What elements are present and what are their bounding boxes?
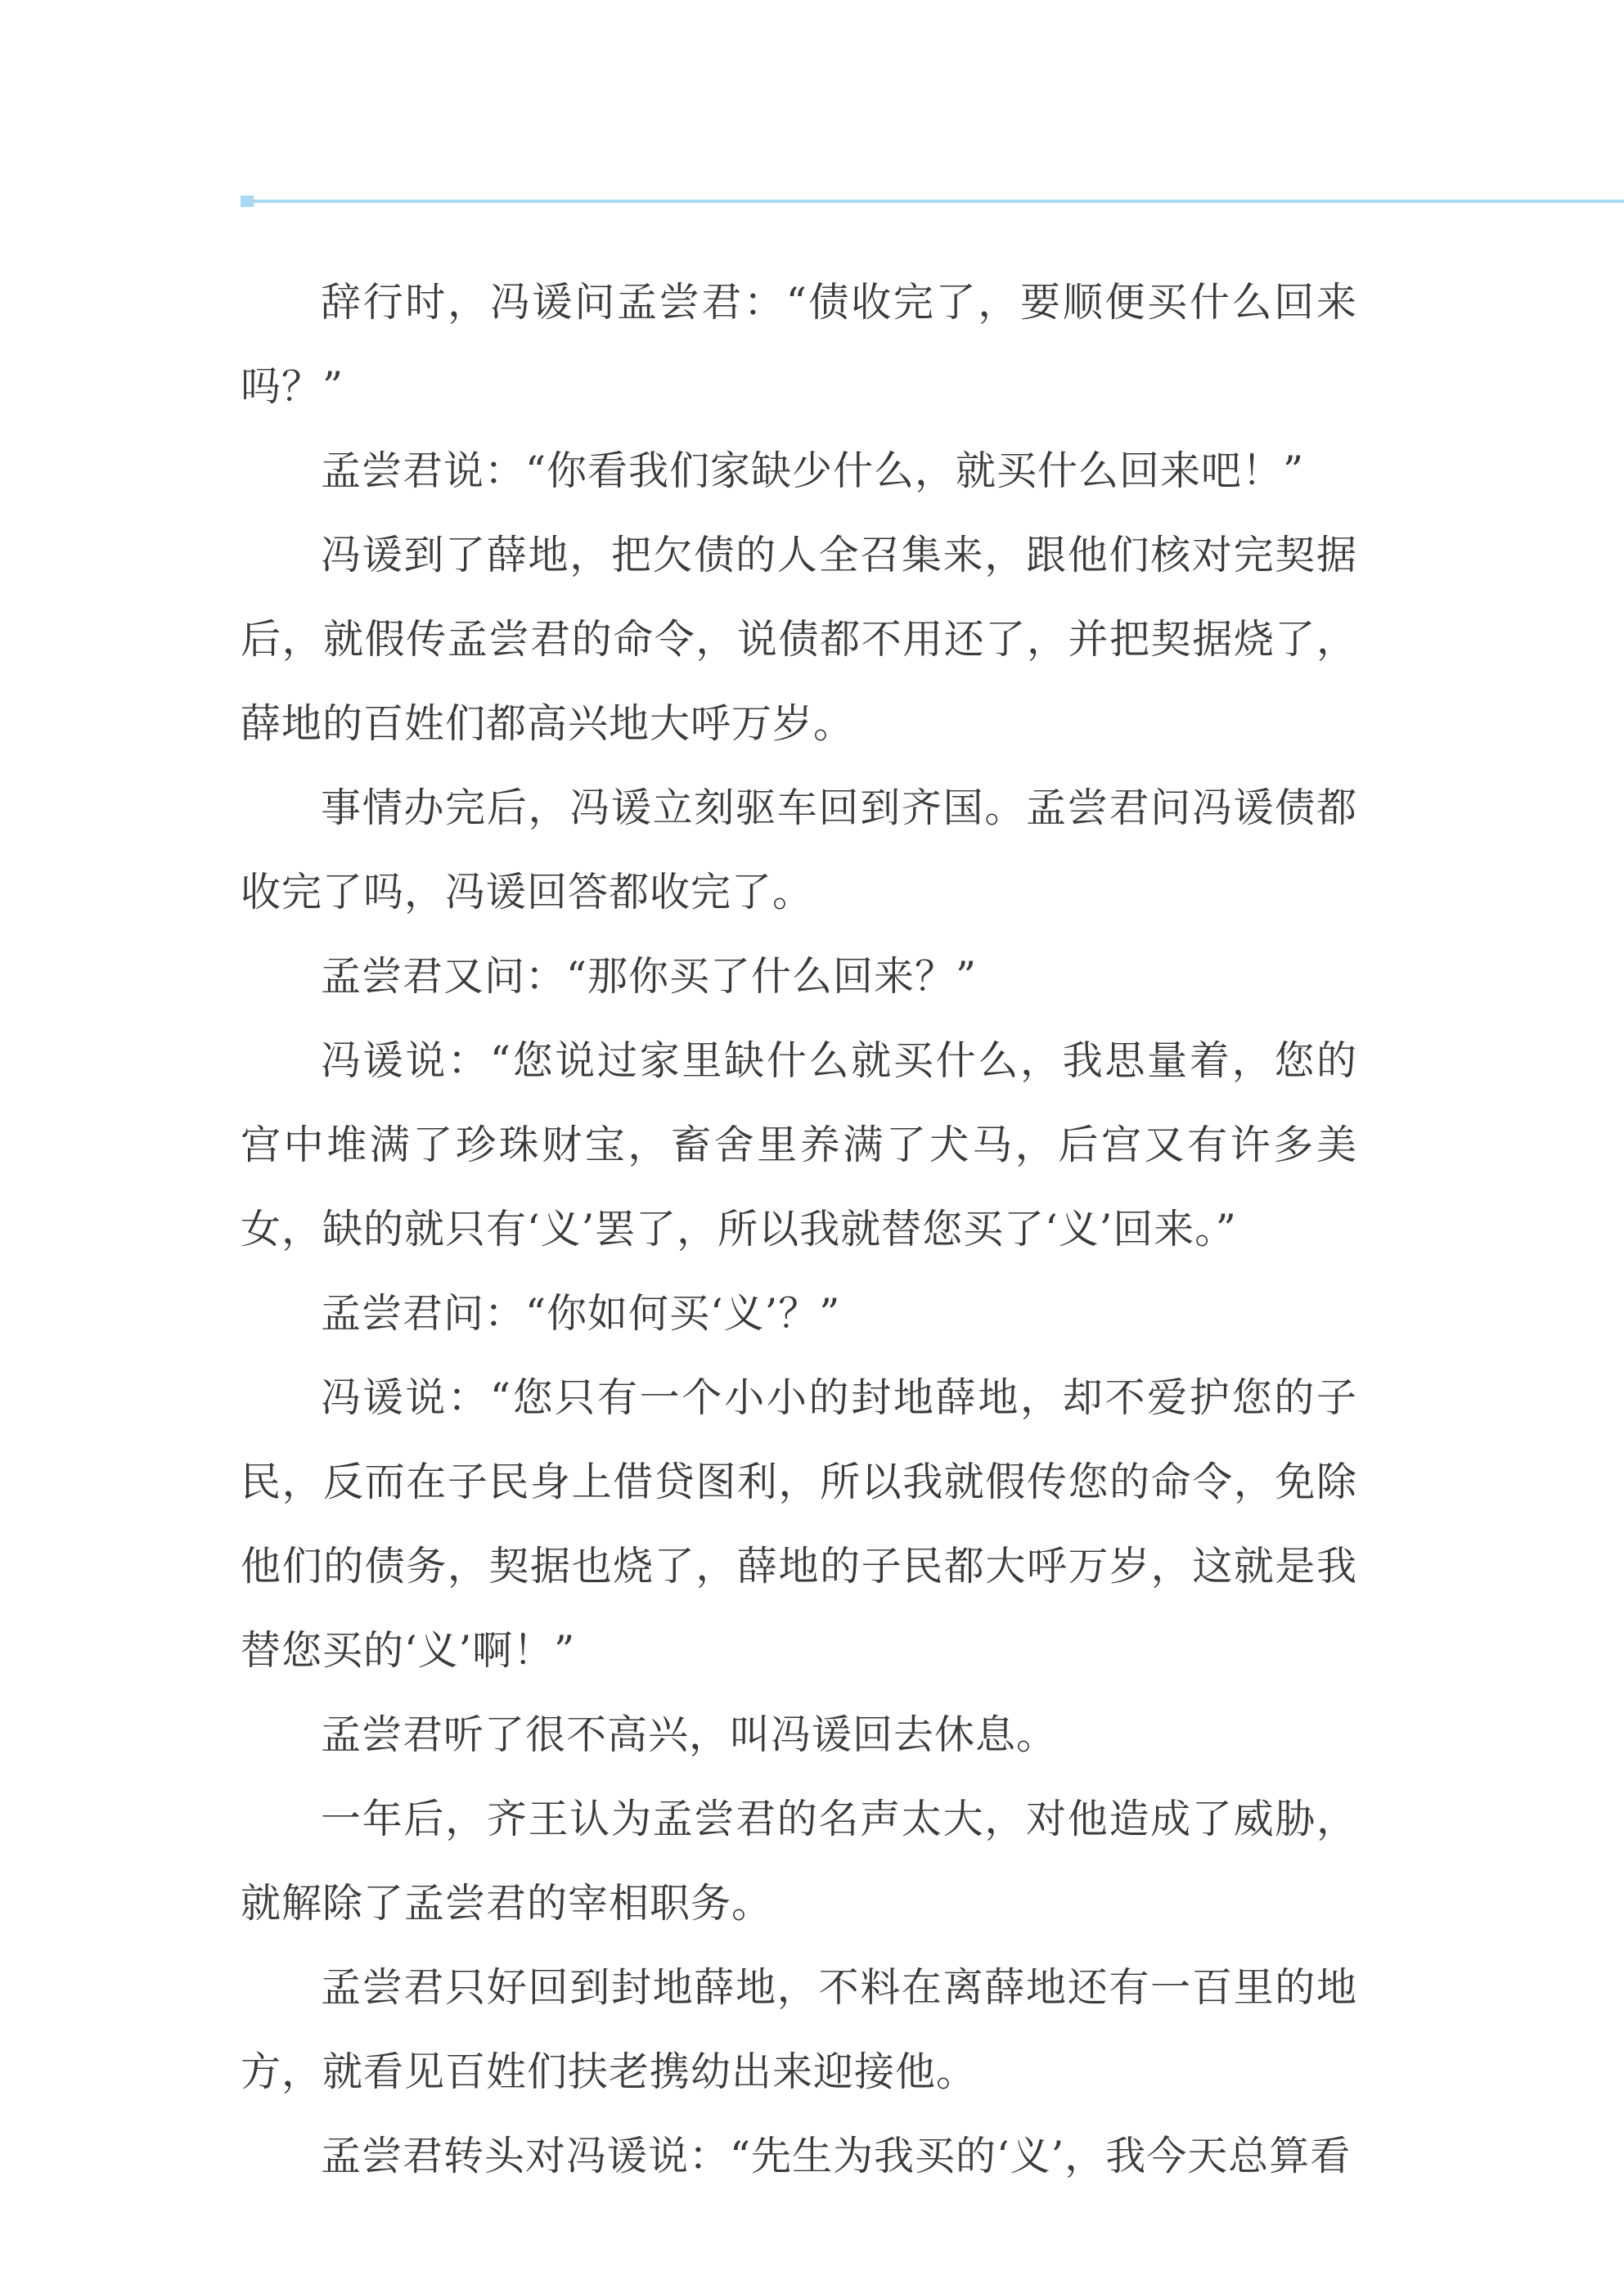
- paragraph: 孟尝君听了很不高兴，叫冯谖回去休息。: [321, 1711, 1058, 1758]
- paragraph: 冯谖到了薛地，把欠债的人全召集来，跟他们核对完契据后，就假传孟尝君的命令，说债都不用还了，并把契据烧了，薛地的百姓们都高兴地大呼万岁。: [241, 532, 1357, 747]
- paragraph: 孟尝君说：“你看我们家缺少什么，就买什么回来吧！”: [321, 447, 1305, 494]
- paragraph: 孟尝君转头对冯谖说：“先生为我买的‘义’，我今天总算看: [321, 2133, 1352, 2179]
- paragraph: 孟尝君问：“你如何买‘义’？”: [321, 1290, 841, 1337]
- header-rule: [242, 200, 1624, 203]
- paragraph: 孟尝君又问：“那你买了什么回来？”: [321, 953, 978, 1000]
- paragraph: 冯谖说：“您说过家里缺什么就买什么，我思量着，您的宫中堆满了珍珠财宝，畜舍里养满了犬马，后宫又有许多美女，缺的就只有‘义’罢了，所以我就替您买了‘义’回来。”: [241, 1037, 1357, 1252]
- story-text: [241, 260, 1357, 2198]
- paragraph: 事情办完后，冯谖立刻驱车回到齐国。孟尝君问冯谖债都收完了吗，冯谖回答都收完了。: [241, 785, 1357, 915]
- paragraph: 冯谖说：“您只有一个小小的封地薛地，却不爱护您的子民，反而在子民身上借贷图利，所以我就假传您的命令，免除他们的债务，契据也烧了，薛地的子民都大呼万岁，这就是我替您买的‘义’啊！”: [241, 1374, 1357, 1674]
- paragraph: 一年后，齐王认为孟尝君的名声太大，对他造成了威胁，就解除了孟尝君的宰相职务。: [241, 1796, 1357, 1927]
- paragraph: 辞行时，冯谖问孟尝君：“债收完了，要顺便买什么回来吗？”: [241, 279, 1357, 410]
- paragraph: 孟尝君只好回到封地薛地，不料在离薛地还有一百里的地方，就看见百姓们扶老携幼出来迎接他。: [241, 1964, 1357, 2095]
